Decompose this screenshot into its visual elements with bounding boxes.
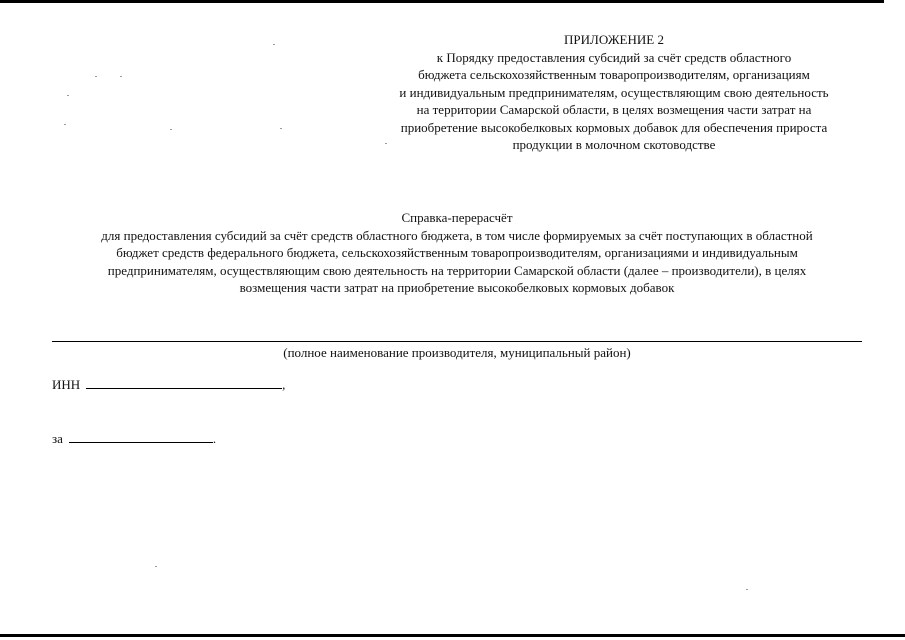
scan-speck (746, 589, 748, 590)
scan-speck (155, 566, 157, 567)
document-title-block (44, 209, 870, 297)
appendix-line: продукции в молочном скотоводстве (512, 137, 716, 152)
period-label: за (52, 431, 63, 446)
scan-speck (385, 143, 387, 144)
scan-speck (64, 124, 66, 125)
appendix-line: к Порядку предоставления субсидий за счёт средств областного (436, 49, 792, 65)
period-field[interactable] (69, 430, 213, 443)
document-title-line: для предоставления субсидий за счёт средств областного бюджета, в том числе формируемых за счёт поступающих в областной (101, 227, 813, 243)
appendix-line: приобретение высокобелковых кормовых добавок для обеспечения прироста (400, 119, 828, 135)
scan-speck (273, 44, 275, 45)
appendix-header (360, 31, 868, 154)
bottom-border-line (0, 634, 905, 637)
appendix-line: и индивидуальным предпринимателям, осуществляющим свою деятельность (399, 84, 829, 100)
scan-speck (95, 76, 97, 77)
scan-speck (67, 95, 69, 96)
document-title-line: бюджет средств федерального бюджета, сельскохозяйственным товаропроизводителям, организациями и индивидуальным (116, 245, 798, 260)
period-suffix: . (212, 431, 217, 446)
producer-name-field[interactable] (52, 341, 862, 342)
document-title-line: возмещения части затрат на приобретение высокобелковых кормовых добавок (239, 280, 675, 295)
scan-speck (170, 129, 172, 130)
inn-field[interactable] (86, 376, 282, 389)
top-border-line (0, 0, 884, 3)
appendix-heading: ПРИЛОЖЕНИЕ 2 (564, 32, 664, 47)
scan-speck (120, 76, 122, 77)
scan-speck (280, 128, 282, 129)
inn-suffix: , (282, 377, 286, 392)
document-title: Справка-перерасчёт (401, 210, 513, 225)
document-title-line: предпринимателям, осуществляющим свою деятельность на территории Самарской области (далее – производители), в целях (107, 262, 807, 278)
appendix-line: на территории Самарской области, в целях возмещения части затрат на (416, 102, 812, 117)
inn-row (52, 376, 285, 393)
period-row (52, 430, 216, 447)
producer-name-caption: (полное наименование производителя, муниципальный район) (283, 345, 631, 360)
inn-label: ИНН (52, 377, 81, 392)
appendix-line: бюджета сельскохозяйственным товаропроизводителям, организациям (418, 67, 810, 82)
